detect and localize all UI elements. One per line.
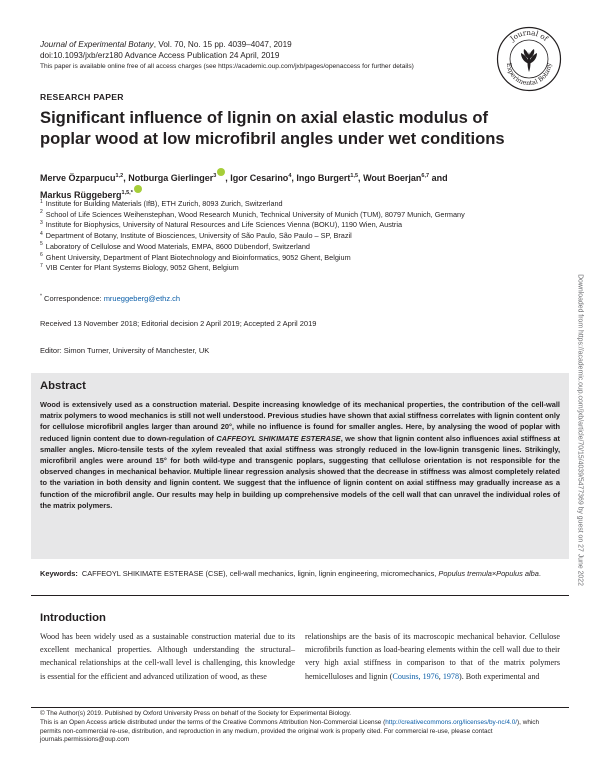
citation-link[interactable]: Cousins, 1976 (392, 671, 439, 681)
affiliation-text: Institute for Building Materials (IfB), ETH Zurich, 8093 Zurich, Switzerland (45, 199, 283, 208)
affiliation-list (40, 199, 560, 274)
journal-volume: , Vol. 70, No. 15 pp. 4039–4047, 2019 (153, 40, 292, 49)
author-name[interactable]: Ingo Burgert (296, 173, 351, 183)
article-type-label: RESEARCH PAPER (40, 92, 124, 102)
abstract-text-part: , we show that lignin content also influences axial stiffness at smaller angles. Micro-tensile tests of the xylem revealed that axial stiffness was strongly reduced in the low-lignin transgenic lines. Strikingly, microfibril angles were around 15° for both wild-type and transgenic poplars, suggesting that cellulose orientation is not responsible for the observed changes in mechanical behavior. Multiple linear regression analysis showed that the decrease in stiffness was almost completely related to the variation in both density and lignin content. We suggest that the influence of lignin content on axial stiffness may gradually increase as a function of the microfibril angle. Our results may help in building up comprehensive models of the cell wall that can unravel the individual roles of the matrix polymers. (40, 433, 560, 510)
author-name[interactable]: Igor Cesarino (230, 173, 289, 183)
correspondence-mark: * (40, 293, 42, 300)
affiliation-number: 3 (40, 219, 43, 226)
keywords (40, 568, 560, 579)
keywords-text: CAFFEOYL SHIKIMATE ESTERASE (CSE), cell-wall mechanics, lignin, lignin engineering, micromechanics, (81, 569, 439, 578)
author-affiliation-mark: 4 (288, 173, 292, 179)
correspondence-label: Correspondence: (44, 294, 102, 303)
copyright-line: © The Author(s) 2019. Published by Oxford University Press on behalf of the Society for Experimental Biology. (40, 710, 352, 717)
correspondence (40, 294, 180, 303)
author-list: Merve Özparpucu$^{1,2}$, Notburga Gierlinger$^3$ , Igor Cesarino$^4$, Ingo Burgert$^{1,5}$, Wout Boerjan$^{6,7}$ and Markus Rüggeberg$^{1,5,*}$ (40, 169, 560, 202)
affiliation-number: 4 (40, 230, 43, 237)
affiliation-item (40, 220, 560, 231)
article-title: Significant influence of lignin on axial elastic modulus of poplar wood at low microfibril angles under wet conditions (40, 108, 505, 148)
author-affiliation-mark: 3 (213, 173, 217, 179)
affiliation-item (40, 231, 560, 242)
affiliation-number: 6 (40, 252, 43, 259)
affiliation-item (40, 210, 560, 221)
introduction-heading: Introduction (40, 612, 106, 624)
license-text-part: This is an Open Access article distributed under the terms of the Creative Commons Attribution Non-Commercial License ( (40, 718, 386, 726)
affiliation-item (40, 242, 560, 253)
keywords-species: Populus tremula×Populus alba (438, 569, 539, 578)
journal-seal-logo (496, 26, 562, 92)
author-affiliation-mark: 6,7 (421, 173, 430, 179)
intro-text-part: relationships are the basis of its macroscopic mechanical behavior. Cellulose microfibrils function as load-bearing elements within the cell wall due to their very high axial stiffness in comparison to that of the matrix polymers hemicelluloses and lignin ( (305, 632, 560, 681)
open-access-note: This paper is available online free of all access charges (see https://academic.oup.com/jxb/pages/openaccess for further details) (40, 63, 414, 70)
license-link[interactable]: http://creativecommons.org/licenses/by-nc/4.0/ (385, 718, 518, 726)
author-name[interactable]: Notburga Gierlinger (128, 173, 214, 183)
affiliation-text: Institute for Biophysics, University of Natural Resources and Life Sciences Vienna (BOKU), 1190 Wien, Austria (45, 220, 403, 230)
editor-line: Editor: Simon Turner, University of Manchester, UK (40, 346, 210, 355)
keywords-label: Keywords: (40, 569, 78, 578)
svg-text:Experimental Botany: Experimental Botany (504, 62, 554, 88)
download-side-note (574, 215, 586, 645)
affiliation-text: VIB Center for Plant Systems Biology, 9052 Ghent, Belgium (45, 263, 239, 273)
keywords-end: . (538, 569, 541, 578)
affiliation-text: Department of Botany, Institute of Biosciences, University of São Paulo, São Paulo – SP, Brazil (45, 231, 352, 241)
orcid-icon[interactable] (217, 168, 225, 176)
gene-name: CAFFEOYL SHIKIMATE ESTERASE (216, 433, 341, 443)
affiliation-item (40, 253, 560, 264)
affiliation-text: Ghent University, Department of Plant Biotechnology and Bioinformatics, 9052 Ghent, Belgium (45, 252, 351, 262)
author-name[interactable]: Wout Boerjan (363, 173, 422, 183)
orcid-icon[interactable] (134, 185, 142, 193)
abstract-text-part: Wood is extensively used as a construction material. Despite increasing knowledge of its mechanical properties, the contribution of the cell-wall matrix polymers to wood mechanics is still not well understood. Previous studies have shown that axial stiffness correlates with lignin content only for cellulose microfibril angles larger than around 20°, while no influence is found for smaller angles. Here, by analysing the wood of poplar with reduced lignin content due to down-regulation of (40, 400, 560, 443)
citation-link[interactable]: 1978 (442, 671, 460, 681)
affiliation-text: School of Life Sciences Weihenstephan, Wood Research Munich, Technical University of Munich (TUM), 80797 Munich, Germany (45, 209, 465, 219)
license-line (40, 719, 560, 745)
journal-header (40, 39, 480, 72)
affiliation-number: 1 (40, 198, 43, 205)
license-text-part: ), which permits non-commercial re-use, distribution, and reproduction in any medium, provided the original work is properly cited. For commercial re-use, please contact journals.permissions@oup.com (40, 718, 540, 744)
journal-name: Journal of Experimental Botany (40, 40, 154, 49)
doi-line: doi:10.1093/jxb/erz180 Advance Access Publication 24 April, 2019 (40, 51, 280, 60)
svg-text:Journal of: Journal of (508, 27, 550, 43)
affiliation-item (40, 199, 560, 210)
affiliation-number: 7 (40, 262, 43, 269)
author-affiliation-mark: 1,5,* (121, 189, 133, 196)
affiliation-item (40, 263, 560, 274)
author-affiliation-mark: 1,2 (115, 173, 124, 179)
copyright-notice (40, 710, 560, 745)
introduction-column-left: Wood has been widely used as a sustainable construction material due to its excellent mechanical properties. Although understanding the structural–mechanical relationships at the cell-wall level is challenging, this knowledge is essential for the efficient and advanced utilization of wood, as these (40, 632, 295, 681)
introduction-column-right (305, 630, 560, 683)
citation-separator: , (438, 671, 443, 681)
correspondence-email-link[interactable]: mrueggeberg@ethz.ch (103, 294, 181, 303)
footer-divider (31, 707, 569, 708)
abstract-body (40, 399, 560, 511)
author-name[interactable]: Merve Özparpucu (40, 173, 116, 183)
affiliation-number: 2 (40, 209, 43, 216)
author-affiliation-mark: 1,5 (350, 173, 359, 179)
affiliation-text: Laboratory of Cellulose and Wood Materials, EMPA, 8600 Dübendorf, Switzerland (45, 241, 310, 251)
intro-text-part: ). Both experimental and (459, 671, 540, 681)
received-dates: Received 13 November 2018; Editorial decision 2 April 2019; Accepted 2 April 2019 (40, 319, 317, 328)
affiliation-number: 5 (40, 241, 43, 248)
section-divider (31, 595, 569, 596)
author-name[interactable]: Markus Rüggeberg (40, 189, 122, 200)
download-note-text: Downloaded from https://academic.oup.com/jxb/article/70/15/4039/5477369 by guest on 27 June 2022 (576, 274, 584, 586)
abstract-heading: Abstract (40, 380, 86, 392)
